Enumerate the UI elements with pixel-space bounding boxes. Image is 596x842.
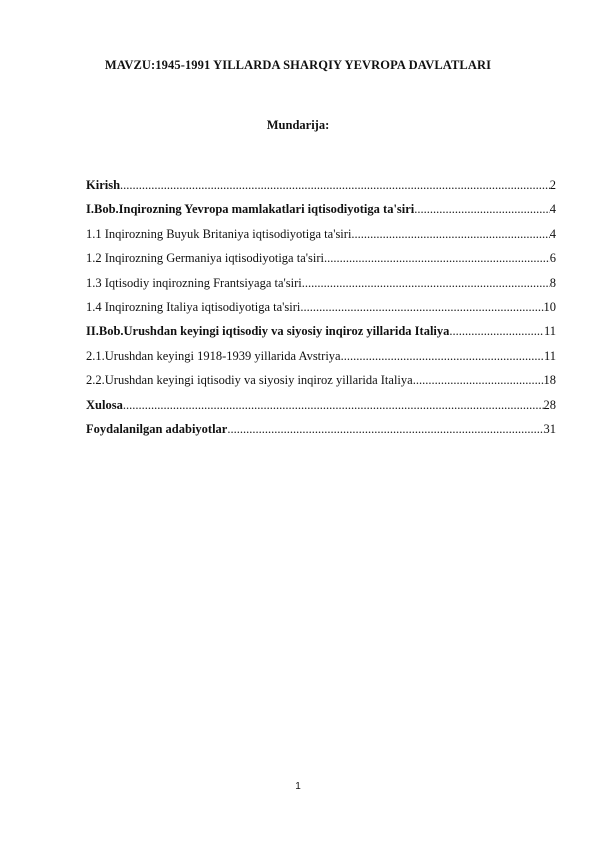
toc-entry-2-2[interactable]: [86, 373, 556, 397]
toc-entry-page: 18: [543, 373, 556, 388]
toc-entry-1-1[interactable]: [86, 227, 556, 251]
toc-entry-page: 11: [543, 348, 556, 363]
toc-entry-kirish[interactable]: [86, 178, 556, 202]
toc-dot-leader: [300, 300, 543, 315]
toc-entry-2-1[interactable]: [86, 349, 556, 373]
toc-entry-chapter-1[interactable]: [86, 202, 556, 226]
toc-dot-leader: [414, 202, 549, 217]
table-of-contents: [86, 178, 556, 446]
toc-entry-label: Kirish: [86, 178, 121, 192]
toc-entry-label: 1.3 Iqtisodiy inqirozning Frantsiyaga ta'siri: [86, 275, 302, 290]
toc-entry-1-4[interactable]: [86, 300, 556, 324]
toc-entry-chapter-2[interactable]: [86, 324, 556, 348]
toc-entry-label: 1.1 Inqirozning Buyuk Britaniya iqtisodiyotiga ta'siri: [86, 226, 352, 241]
toc-dot-leader: [449, 324, 544, 339]
toc-entry-1-2[interactable]: [86, 251, 556, 275]
page-number: 1: [295, 781, 301, 792]
toc-dot-leader: [123, 398, 544, 413]
toc-entry-page: 31: [543, 421, 556, 436]
toc-entry-page: 4: [549, 202, 556, 217]
toc-entry-bibliography[interactable]: [86, 422, 556, 446]
toc-entry-label: Xulosa: [86, 397, 123, 412]
toc-entry-page: 28: [543, 397, 556, 412]
toc-entry-xulosa[interactable]: [86, 398, 556, 422]
toc-entry-label: 1.2 Inqirozning Germaniya iqtisodiyotiga ta'siri: [86, 251, 324, 266]
toc-entry-label: I.Bob.Inqirozning Yevropa mamlakatlari iqtisodiyotiga ta'siri: [86, 202, 415, 217]
toc-entry-page: 11: [543, 324, 556, 339]
toc-entry-page: 2: [549, 178, 556, 192]
toc-dot-leader: [324, 251, 550, 266]
toc-heading: Mundarija:: [266, 118, 330, 132]
toc-dot-leader: [341, 349, 544, 364]
toc-entry-label: 1.4 Inqirozning Italiya iqtisodiyotiga ta'siri: [86, 299, 301, 314]
toc-dot-leader: [227, 422, 543, 437]
toc-dot-leader: [351, 227, 549, 242]
toc-entry-label: Foydalanilgan adabiyotlar: [86, 421, 228, 436]
toc-entry-page: 10: [543, 299, 556, 314]
toc-entry-label: 2.1.Urushdan keyingi 1918-1939 yillarida Avstriya: [86, 348, 341, 363]
toc-dot-leader: [302, 276, 550, 291]
toc-entry-page: 4: [549, 226, 556, 241]
toc-entry-label: 2.2.Urushdan keyingi iqtisodiy va siyosiy inqiroz yillarida Italiya: [86, 373, 413, 388]
document-title: MAVZU:1945-1991 YILLARDA SHARQIY YEVROPA DAVLATLARI: [104, 58, 492, 72]
toc-entry-1-3[interactable]: [86, 276, 556, 300]
toc-dot-leader: [413, 373, 544, 388]
toc-entry-page: 8: [549, 275, 556, 290]
toc-entry-page: 6: [549, 251, 556, 266]
toc-dot-leader: [120, 178, 550, 193]
toc-entry-label: II.Bob.Urushdan keyingi iqtisodiy va siyosiy inqiroz yillarida Italiya: [86, 324, 450, 339]
